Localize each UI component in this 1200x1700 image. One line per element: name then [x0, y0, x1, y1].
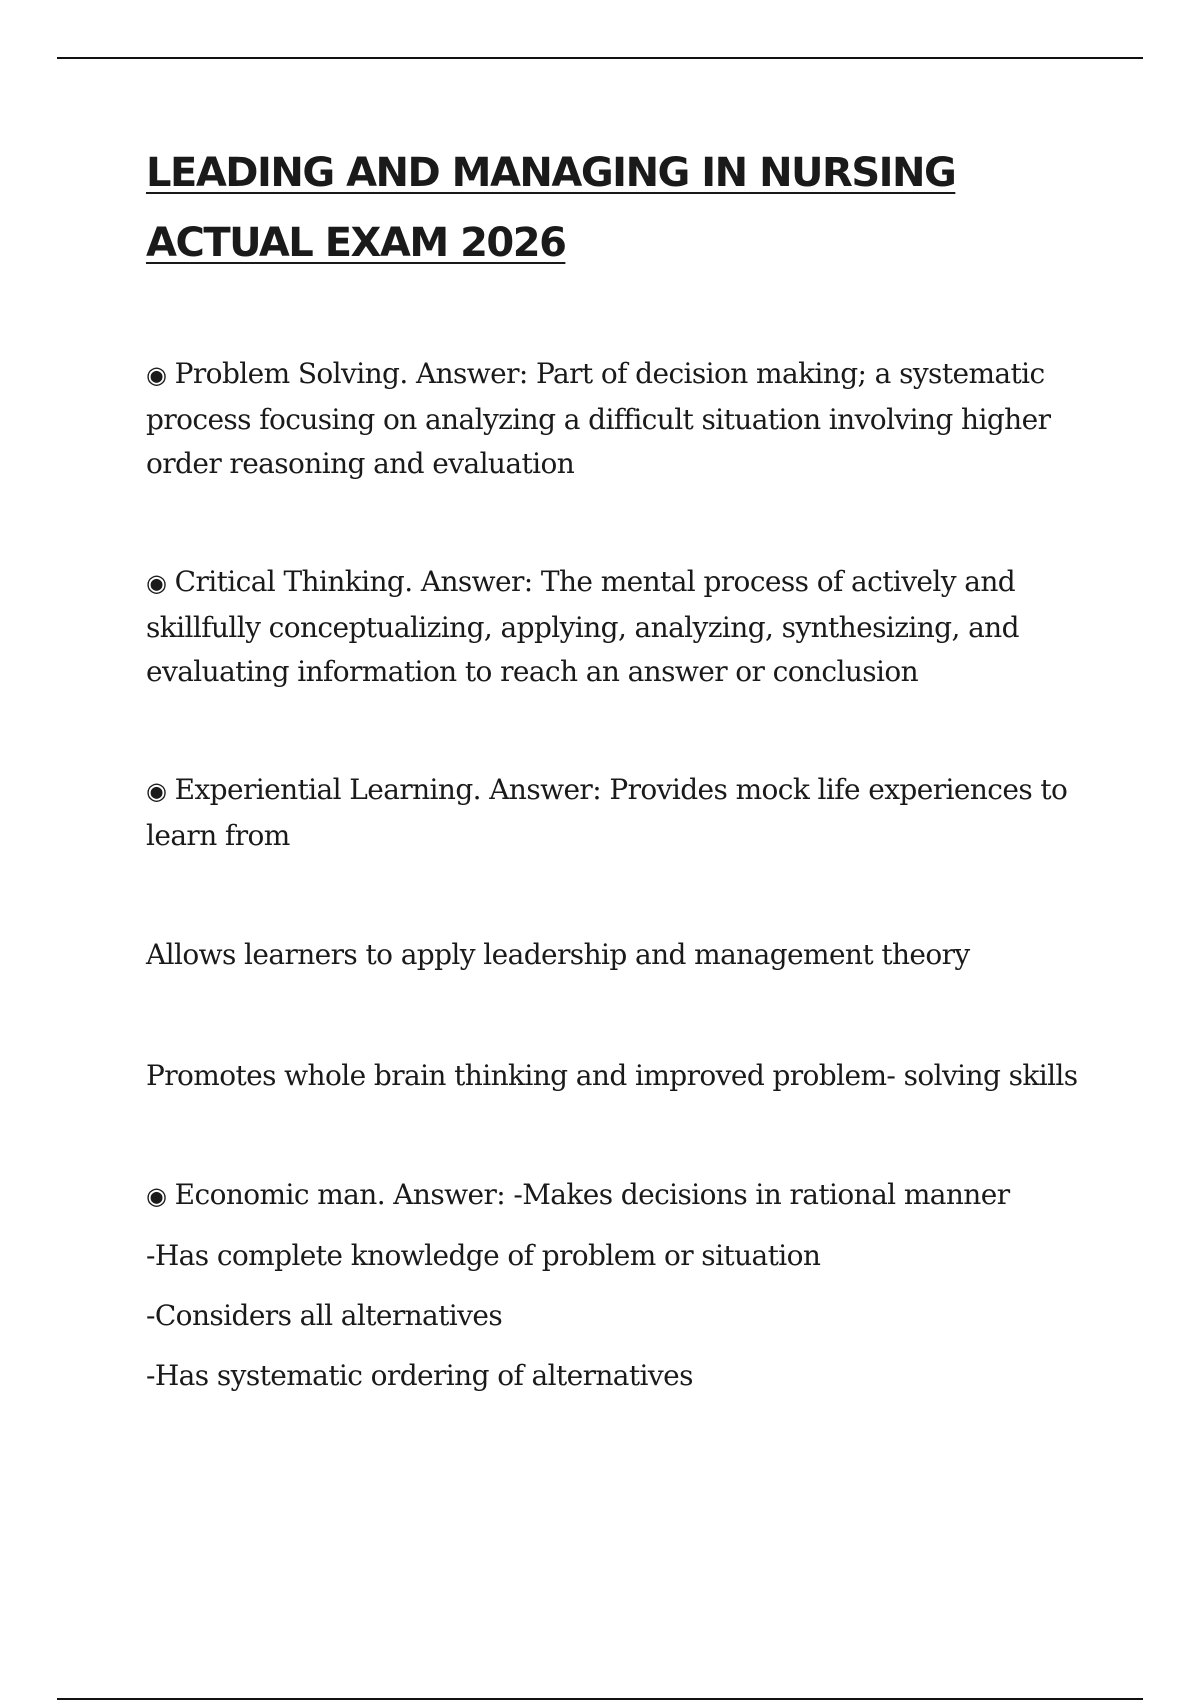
entry-line: process focusing on analyzing a difficult situation involving higher	[146, 402, 1051, 436]
title-line-2: ACTUAL EXAM 2026	[146, 220, 566, 266]
bullet-icon: ◉	[146, 777, 167, 805]
paragraph-leadership-theory: Allows learners to apply leadership and management theory	[146, 938, 970, 971]
entry-line: -Considers all alternatives	[146, 1299, 503, 1332]
entry-economic-man	[146, 1165, 1106, 1406]
entry-term: Economic man. Answer: -Makes decisions in rational manner	[174, 1178, 1010, 1211]
entry-line: -Has systematic ordering of alternatives	[146, 1359, 693, 1392]
document-title	[146, 138, 1106, 278]
entry-term: Critical Thinking. Answer: The mental process of actively and	[174, 565, 1016, 598]
entry-line: -Has complete knowledge of problem or situation	[146, 1239, 821, 1272]
entry-line: order reasoning and evaluation	[146, 447, 575, 480]
entry-term: Experiential Learning. Answer: Provides mock life experiences to	[174, 773, 1068, 806]
entry-problem-solving	[146, 352, 1106, 487]
entry-critical-thinking	[146, 560, 1106, 695]
bullet-icon: ◉	[146, 361, 167, 389]
title-line-1: LEADING AND MANAGING IN NURSING	[146, 150, 956, 196]
paragraph-whole-brain: Promotes whole brain thinking and improved problem- solving skills	[146, 1059, 1078, 1092]
entry-term: Problem Solving. Answer: Part of decision making; a systematic	[174, 357, 1045, 390]
entry-line: learn from	[146, 818, 290, 852]
bullet-icon: ◉	[146, 569, 167, 597]
entry-line: evaluating information to reach an answer or conclusion	[146, 655, 919, 688]
top-rule	[57, 57, 1143, 59]
entry-line: skillfully conceptualizing, applying, analyzing, synthesizing, and	[146, 610, 1019, 644]
bullet-icon: ◉	[146, 1182, 167, 1210]
entry-experiential-learning	[146, 768, 1106, 858]
